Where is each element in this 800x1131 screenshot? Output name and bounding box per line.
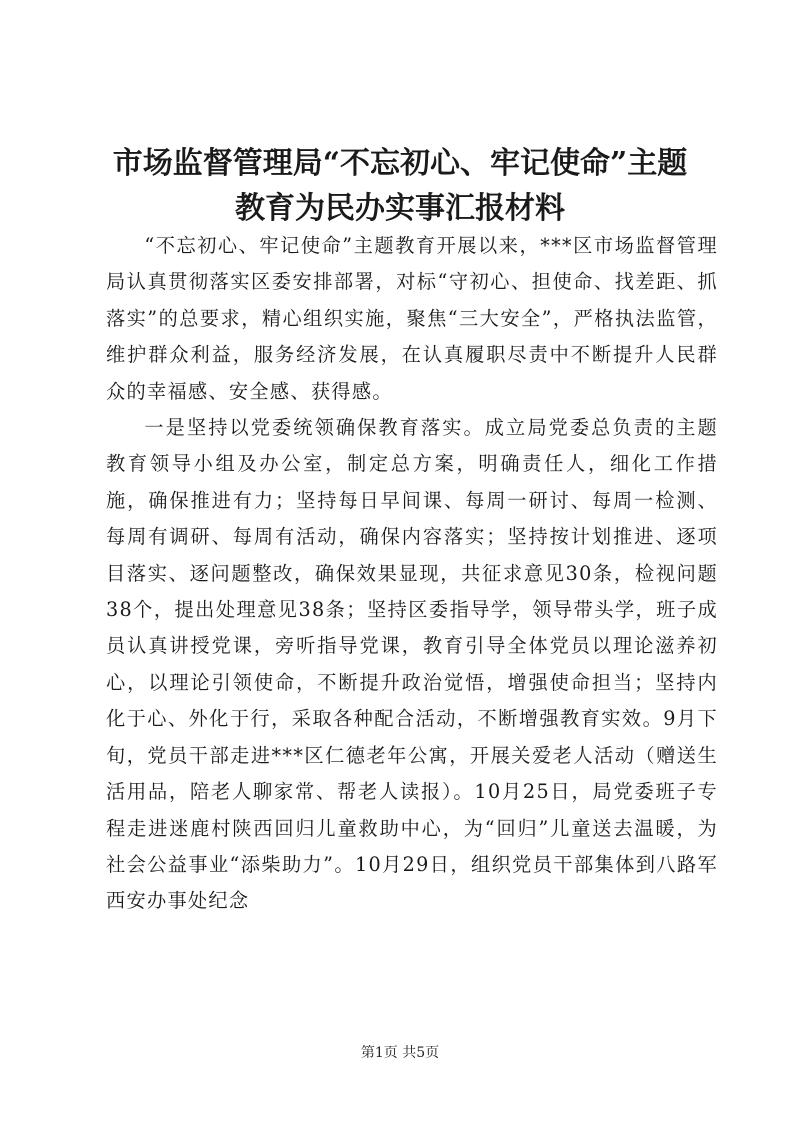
document-body (106, 228, 718, 920)
paragraph-intro: “不忘初心、牢记使命”主题教育开展以来，***区市场监督管理局认真贯彻落实区委安排部署，对标“守初心、担使命、找差距、抓落实”的总要求，精心组织实施，聚焦“三大安全”，严格执法监管，维护群众利益，服务经济发展，在认真履职尽责中不断提升人民群众的幸福感、安全感、获得感。 (106, 234, 718, 403)
document-title-line-2: 教育为民办实事汇报材料 (235, 191, 565, 226)
document-title-line-1: 市场监督管理局“不忘初心、牢记使命”主题 (112, 146, 688, 181)
page-footer: 第1页 共5页 (360, 1045, 440, 1061)
paragraph-section-one: 一是坚持以党委统领确保教育落实。成立局党委总负责的主题教育领导小组及办公室，制定总方案，明确责任人，细化工作措施，确保推进有力；坚持每日早间课、每周一研讨、每周一检测、每周有调研、每周有活动，确保内容落实；坚持按计划推进、逐项目落实、逐问题整改，确保效果显现，共征求意见30条，检视问题38个，提出处理意见38条；坚持区委指导学，领导带头学，班子成员认真讲授党课，旁听指导党课，教育引导全体党员以理论滋养初心，以理论引领使命，不断提升政治觉悟，增强使命担当；坚持内化于心、外化于行，采取各种配合活动，不断增强教育实效。9月下旬，党员干部走进***区仁德老年公寓，开展关爱老人活动（赠送生活用品，陪老人聊家常、帮老人读报）。10月25日，局党委班子专程走进迷鹿村陕西回归儿童救助中心，为“回归”儿童送去温暖，为社会公益事业“添柴助力”。10月29日，组织党员干部集体到八路军西安办事处纪念 (106, 416, 718, 913)
